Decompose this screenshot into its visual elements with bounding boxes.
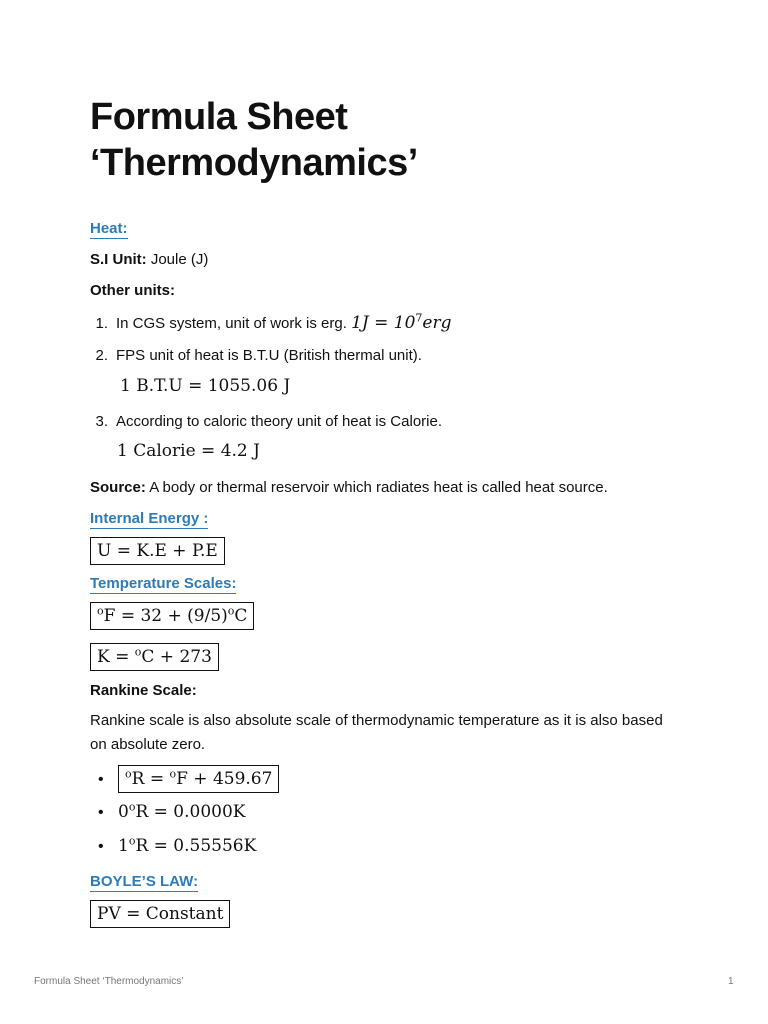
si-unit-label: S.I Unit: xyxy=(90,251,147,268)
source-text: A body or thermal reservoir which radiates heat is called heat source. xyxy=(145,479,608,496)
heat-section-heading xyxy=(90,219,128,239)
degree-symbol: o xyxy=(128,834,136,848)
rankine-formula-1-part2: F + 459.67 xyxy=(176,769,273,789)
boyle-heading: BOYLE’S LAW: xyxy=(90,873,199,890)
degree-symbol: o xyxy=(227,604,235,618)
cgs-formula-exponent: 7 xyxy=(415,311,423,325)
list-item xyxy=(90,802,246,822)
list-item-text: According to caloric theory unit of heat is Calorie. xyxy=(116,413,442,430)
kelvin-formula-end: C + 273 xyxy=(141,647,212,667)
list-item xyxy=(90,412,442,432)
footer-title: Formula Sheet ‘Thermodynamics’ xyxy=(34,976,184,987)
title-line-1: Formula Sheet xyxy=(90,96,348,138)
calorie-formula: 1 Calorie = 4.2 J xyxy=(117,441,260,461)
list-item xyxy=(90,313,451,334)
rankine-formula-2-pre: 0 xyxy=(118,802,129,822)
btu-formula: 1 B.T.U = 1055.06 J xyxy=(120,376,291,396)
list-item-text: FPS unit of heat is B.T.U (British thermal unit). xyxy=(116,347,422,364)
source-label: Source: xyxy=(90,479,146,496)
cgs-formula-rhs: erg xyxy=(422,313,452,333)
list-item xyxy=(90,346,422,366)
cgs-formula-lhs: 1J = 10 xyxy=(351,313,416,333)
si-unit-line xyxy=(90,250,208,270)
rankine-description: Rankine scale is also absolute scale of thermodynamic temperature as it is also based on absolute zero. xyxy=(90,712,663,753)
rankine-formula-3-pre: 1 xyxy=(118,836,129,856)
degree-symbol: o xyxy=(128,800,136,814)
heat-heading: Heat: xyxy=(90,220,128,237)
degree-symbol: o xyxy=(169,767,177,781)
title-line-2: ‘Thermodynamics’ xyxy=(90,142,418,184)
list-number: 1. xyxy=(95,315,108,332)
kelvin-formula xyxy=(90,643,219,671)
list-item-text: In CGS system, unit of work is erg. xyxy=(116,315,352,332)
boyle-formula: PV = Constant xyxy=(90,900,230,928)
rankine-formula-2 xyxy=(118,802,246,822)
rankine-formula-3-part: R = 0.55556K xyxy=(135,836,257,856)
boyle-section-heading xyxy=(90,872,198,892)
internal-energy-formula: U = K.E + P.E xyxy=(90,537,225,565)
kelvin-formula-start: K = xyxy=(97,647,135,667)
cgs-formula xyxy=(351,313,451,333)
degree-symbol: o xyxy=(134,645,142,659)
rankine-formula-2-part: R = 0.0000K xyxy=(135,802,246,822)
page-number: 1 xyxy=(728,976,734,987)
si-unit-value: Joule (J) xyxy=(146,251,209,268)
bullet-icon: • xyxy=(98,804,104,821)
list-number: 2. xyxy=(95,347,108,364)
kelvin-formula-box xyxy=(90,643,219,671)
internal-energy-heading: Internal Energy : xyxy=(90,510,209,527)
rankine-heading-line xyxy=(90,681,197,701)
rankine-formula-1-part1: R = xyxy=(131,769,170,789)
list-item xyxy=(90,836,256,856)
rankine-formula-3 xyxy=(118,836,256,856)
fahrenheit-formula-text: F = 32 + (9/5) xyxy=(103,606,228,626)
temperature-scales-section-heading xyxy=(90,574,236,594)
list-item xyxy=(90,765,279,793)
rankine-heading: Rankine Scale: xyxy=(90,682,197,699)
internal-energy-section-heading xyxy=(90,509,208,529)
internal-energy-formula-box xyxy=(90,537,225,565)
fahrenheit-formula-box xyxy=(90,602,254,630)
bullet-icon: • xyxy=(98,771,104,788)
source-line xyxy=(90,478,608,498)
rankine-formula-1 xyxy=(118,765,279,793)
degree-symbol: o xyxy=(97,604,104,618)
list-number: 3. xyxy=(95,413,108,430)
boyle-formula-box xyxy=(90,900,230,928)
fahrenheit-formula-end: C xyxy=(234,606,248,626)
other-units-text: Other units: xyxy=(90,282,175,299)
fahrenheit-formula xyxy=(90,602,254,630)
page-title xyxy=(90,94,418,186)
other-units-label xyxy=(90,281,175,301)
bullet-icon: • xyxy=(98,838,104,855)
temperature-scales-heading: Temperature Scales: xyxy=(90,575,237,592)
degree-symbol: o xyxy=(125,767,132,781)
